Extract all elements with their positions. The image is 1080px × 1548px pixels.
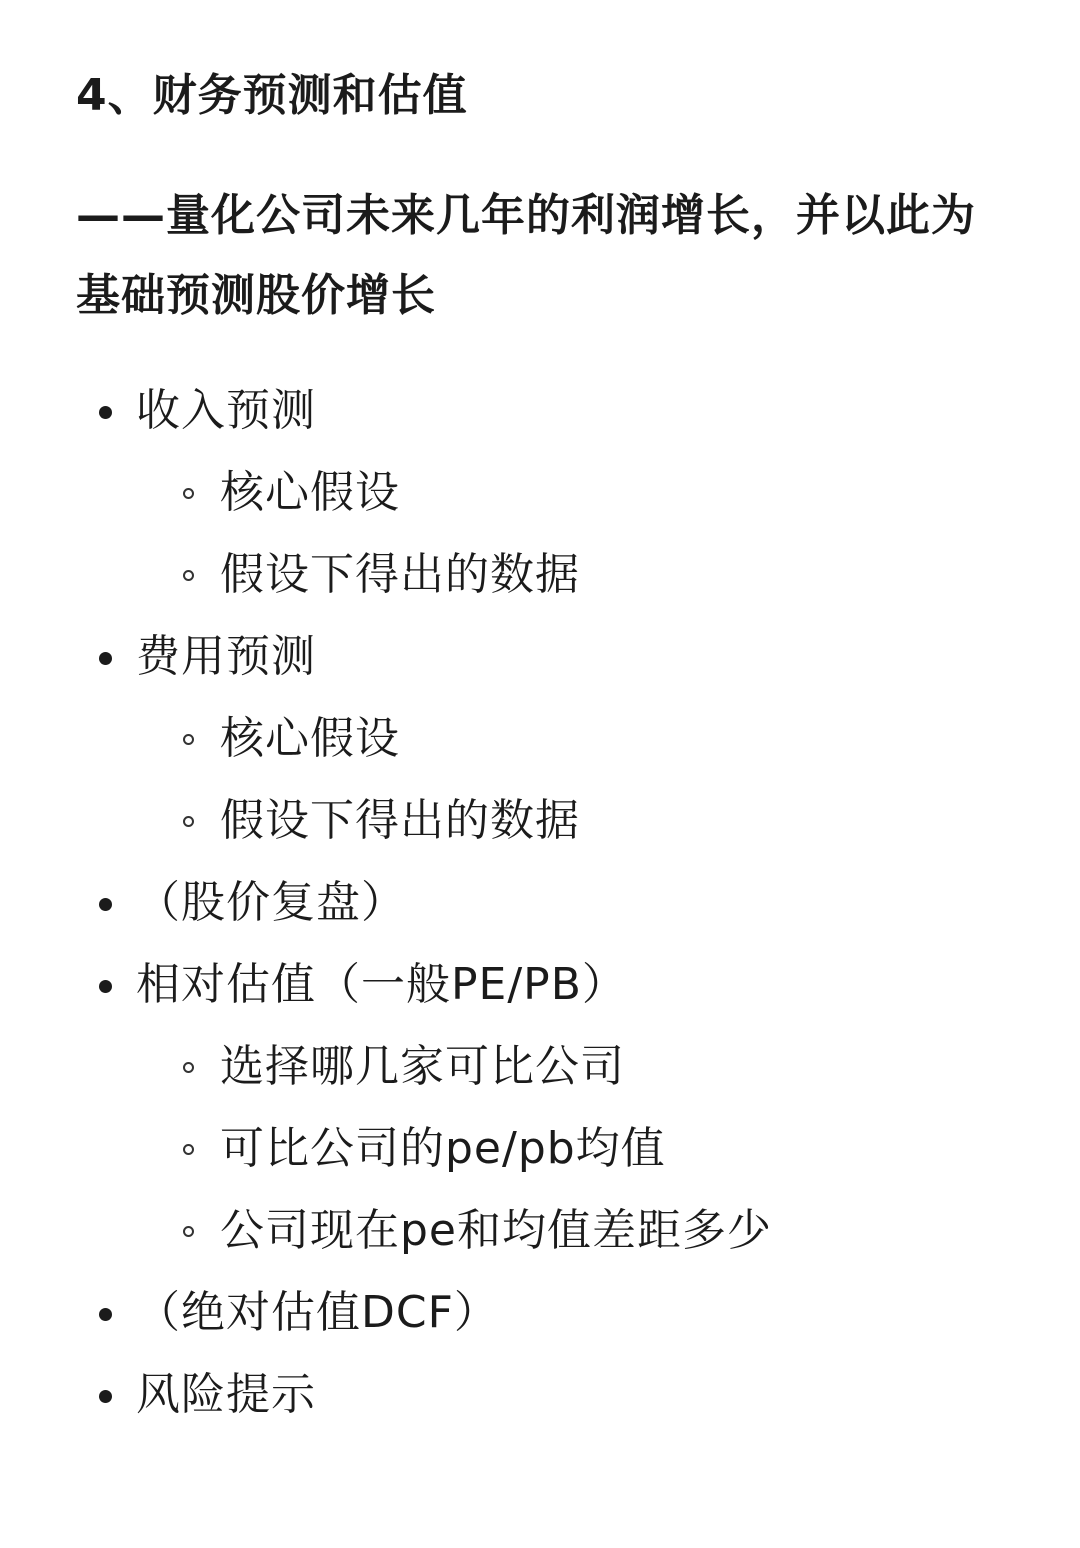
list-item: [0, 780, 772, 862]
circle-bullet-icon: [183, 570, 194, 581]
circle-bullet-icon: [183, 1144, 194, 1155]
section-subheading: ——量化公司未来几年的利润增长，并以此为基础预测股价增长: [76, 190, 976, 321]
disc-bullet-icon: [99, 1308, 112, 1321]
circle-bullet-icon: [183, 816, 194, 827]
list-item-text: 收入预测: [136, 385, 316, 436]
list-item-text: （绝对估值DCF）: [136, 1287, 499, 1338]
disc-bullet-icon: [99, 898, 112, 911]
list-item-text: （股价复盘）: [136, 877, 406, 928]
list-item: [0, 1354, 772, 1436]
list-item-text: 核心假设: [220, 467, 400, 518]
list-item: [0, 534, 772, 616]
list-item: [0, 1108, 772, 1190]
list-item: [0, 616, 772, 698]
disc-bullet-icon: [99, 980, 112, 993]
list-item-text: 假设下得出的数据: [220, 795, 580, 846]
list-item: [0, 370, 772, 452]
circle-bullet-icon: [183, 1062, 194, 1073]
disc-bullet-icon: [99, 652, 112, 665]
circle-bullet-icon: [183, 734, 194, 745]
disc-bullet-icon: [99, 1390, 112, 1403]
section-heading: 4、财务预测和估值: [76, 70, 468, 121]
list-item-text: 相对估值（一般PE/PB）: [136, 959, 627, 1010]
list-item-text: 公司现在pe和均值差距多少: [220, 1205, 772, 1256]
list-item: [0, 1272, 772, 1354]
list-item-text: 选择哪几家可比公司: [220, 1041, 625, 1092]
list-item-text: 可比公司的pe/pb均值: [220, 1123, 666, 1174]
list-item-text: 风险提示: [136, 1369, 316, 1420]
list-item: [0, 862, 772, 944]
list-item: [0, 452, 772, 534]
list-item-text: 核心假设: [220, 713, 400, 764]
list-item: [0, 698, 772, 780]
disc-bullet-icon: [99, 406, 112, 419]
circle-bullet-icon: [183, 488, 194, 499]
list-item-text: 费用预测: [136, 631, 316, 682]
list-item: [0, 1026, 772, 1108]
circle-bullet-icon: [183, 1226, 194, 1237]
list-item: [0, 1190, 772, 1272]
list-item-text: 假设下得出的数据: [220, 549, 580, 600]
outline-list: [0, 370, 772, 1436]
list-item: [0, 944, 772, 1026]
